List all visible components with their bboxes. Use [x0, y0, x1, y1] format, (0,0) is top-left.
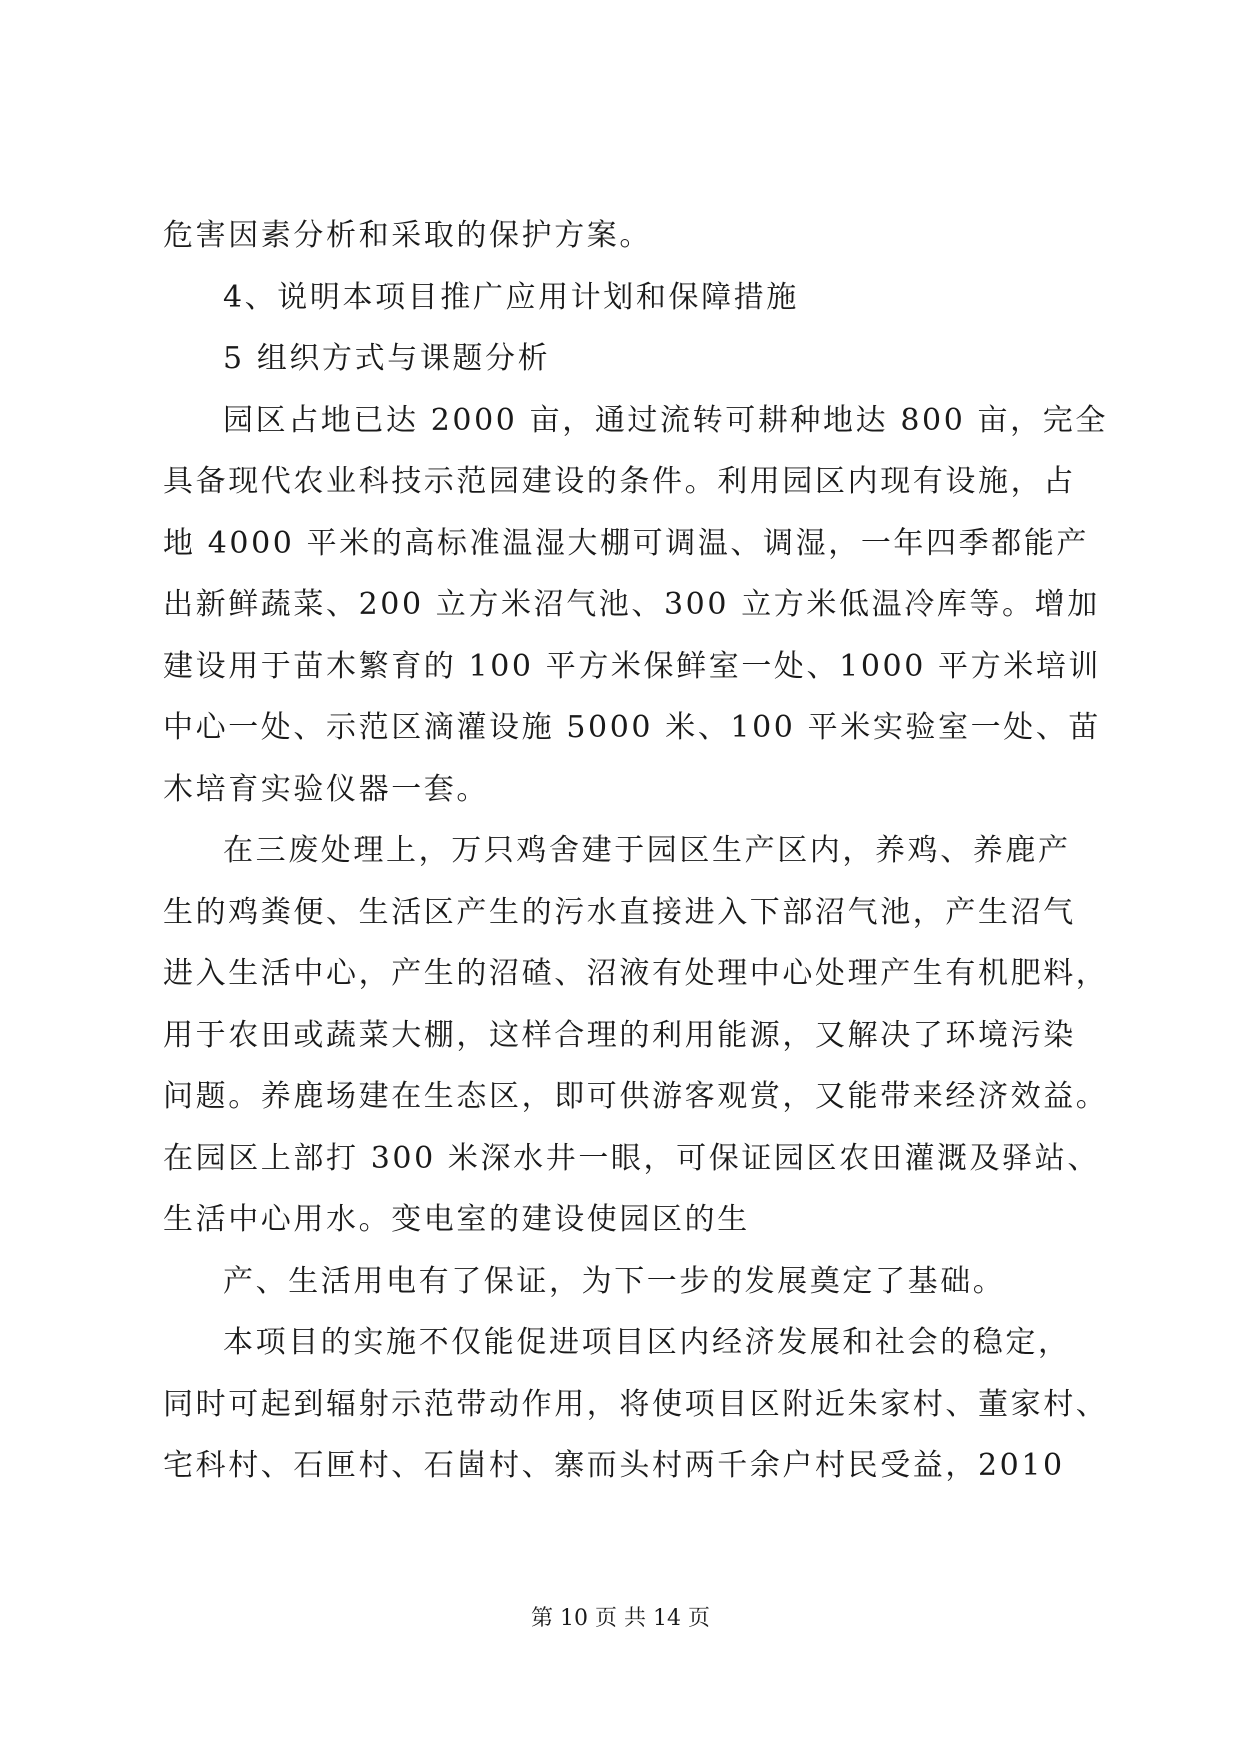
text-line-7: 出新鲜蔬菜、200 立方米沼气池、300 立方米低温冷库等。增加 — [163, 587, 1100, 622]
page-number-footer: 第 10 页 共 14 页 — [531, 1606, 710, 1631]
text-line-14: 用于农田或蔬菜大棚，这样合理的利用能源，又解决了环境污染 — [163, 1017, 1076, 1053]
text-line-12: 生的鸡粪便、生活区产生的污水直接进入下部沼气池，产生沼气 — [163, 894, 1076, 930]
text-line-8: 建设用于苗木繁育的 100 平方米保鲜室一处、1000 平方米培训 — [163, 648, 1102, 684]
document-body — [163, 205, 1109, 1497]
text-line-16: 在园区上部打 300 米深水井一眼，可保证园区农田灌溉及驿站、 — [163, 1140, 1100, 1176]
text-line-5: 具备现代农业科技示范园建设的条件。利用园区内现有设施，占 — [163, 464, 1076, 499]
text-line-11: 在三废处理上，万只鸡舍建于园区生产区内，养鸡、养鹿产 — [223, 833, 1071, 868]
text-line-13: 进入生活中心，产生的沼碴、沼液有处理中心处理产生有机肥料， — [163, 956, 1109, 991]
text-line-4: 园区占地已达 2000 亩，通过流转可耕种地达 800 亩，完全 — [223, 402, 1108, 438]
text-line-10: 木培育实验仪器一套。 — [163, 771, 489, 807]
text-line-15: 问题。养鹿场建在生态区，即可供游客观赏，又能带来经济效益。 — [163, 1079, 1109, 1114]
text-line-6: 地 4000 平米的高标准温湿大棚可调温、调湿，一年四季都能产 — [163, 525, 1090, 561]
text-line-9: 中心一处、示范区滴灌设施 5000 米、100 平米实验室一处、苗 — [163, 710, 1102, 745]
text-line-17: 生活中心用水。变电室的建设使园区的生 — [163, 1202, 750, 1237]
text-line-2: 4、说明本项目推广应用计划和保障措施 — [223, 279, 799, 315]
section-heading: 5 组织方式与课题分析 — [223, 341, 551, 376]
text-line-1: 危害因素分析和采取的保护方案。 — [163, 218, 652, 253]
text-line-21: 宅科村、石匣村、石崮村、寨而头村两千余户村民受益，2010 — [163, 1448, 1065, 1483]
text-line-20: 同时可起到辐射示范带动作用，将使项目区附近朱家村、董家村、 — [163, 1386, 1109, 1422]
text-line-18: 产、生活用电有了保证，为下一步的发展奠定了基础。 — [223, 1263, 1006, 1299]
text-line-19: 本项目的实施不仅能促进项目区内经济发展和社会的稳定， — [223, 1325, 1071, 1360]
